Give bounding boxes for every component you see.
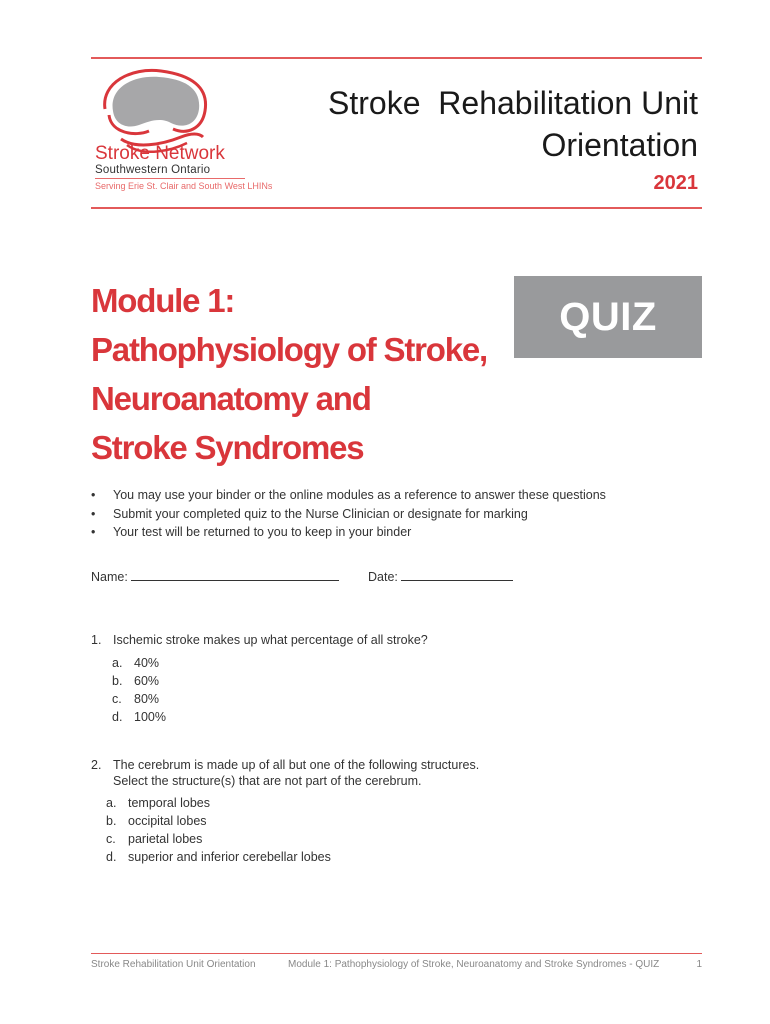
module-heading [91,276,511,472]
module-heading-line-1: Module 1: [91,282,235,319]
answer-option[interactable] [112,690,412,708]
question-text: Ischemic stroke makes up what percentage of all stroke? [113,633,428,647]
instruction-item [91,523,606,542]
module-heading-line-3: Neuroanatomy and [91,380,371,417]
logo-name-part2: Network [155,143,225,164]
footer-page-number: 1 [696,959,702,970]
quiz-badge-label: QUIZ [559,294,657,339]
header-bottom-rule [91,207,702,209]
question-1-options [112,654,412,726]
logo-region: Southwestern Ontario [95,164,211,176]
date-input-line[interactable] [401,570,513,581]
logo-divider [95,178,245,179]
name-field [91,570,339,584]
answer-option[interactable] [106,794,506,812]
option-text: 100% [134,710,166,724]
footer-center: Module 1: Pathophysiology of Stroke, Neuroanatomy and Stroke Syndromes - QUIZ [288,959,660,970]
logo-name-part1: Stroke [95,143,150,164]
title-line-2: Orientation [541,127,698,163]
logo-tagline: Serving Erie St. Clair and South West LHINs [95,181,273,191]
option-text: parietal lobes [128,832,203,846]
option-text: occipital lobes [128,814,207,828]
answer-option[interactable] [106,830,506,848]
quiz-badge [514,276,702,358]
option-letter: c. [106,832,116,846]
option-text: temporal lobes [128,796,210,810]
option-text: 40% [134,656,160,670]
option-text: 60% [134,674,160,688]
footer-left: Stroke Rehabilitation Unit Orientation [91,959,256,970]
option-text: superior and inferior cerebellar lobes [128,850,331,864]
instruction-item [91,486,606,505]
date-label: Date: [368,570,398,584]
document-year: 2021 [653,172,698,194]
option-letter: d. [106,850,117,864]
bullet-icon: • [91,506,96,521]
instructions-list [91,486,606,542]
option-letter: c. [112,692,122,706]
title-line-1: Stroke Rehabilitation Unit [328,85,698,121]
question-2 [91,757,702,789]
answer-option[interactable] [112,654,412,672]
answer-option[interactable] [106,848,506,866]
option-letter: b. [112,674,123,688]
instruction-text: Your test will be returned to you to keep in your binder [113,525,412,539]
option-letter: b. [106,814,117,828]
date-field [368,570,513,584]
answer-option[interactable] [112,672,412,690]
question-text-line-2: Select the structure(s) that are not part of the cerebrum. [113,774,422,788]
footer-rule [91,953,702,954]
module-heading-line-2: Pathophysiology of Stroke, [91,331,488,368]
option-letter: a. [106,796,117,810]
question-number: 2. [91,758,102,772]
instruction-text: Submit your completed quiz to the Nurse Clinician or designate for marking [113,506,528,521]
option-letter: a. [112,656,123,670]
option-text: 80% [134,692,160,706]
name-input-line[interactable] [131,570,339,581]
bullet-icon: • [91,525,96,539]
header-top-rule [91,57,702,59]
logo-name [95,143,225,165]
name-label: Name: [91,570,128,584]
document-title [328,82,698,166]
answer-option[interactable] [112,708,412,726]
question-2-options [106,794,506,866]
question-text-line-1: The cerebrum is made up of all but one of the following structures. [113,758,480,772]
question-number: 1. [91,633,102,647]
answer-option[interactable] [106,812,506,830]
bullet-icon: • [91,488,96,502]
question-1 [91,632,702,648]
option-letter: d. [112,710,123,724]
instruction-item [91,505,606,524]
module-heading-line-4: Stroke Syndromes [91,429,364,466]
instruction-text: You may use your binder or the online modules as a reference to answer these questions [113,488,606,502]
